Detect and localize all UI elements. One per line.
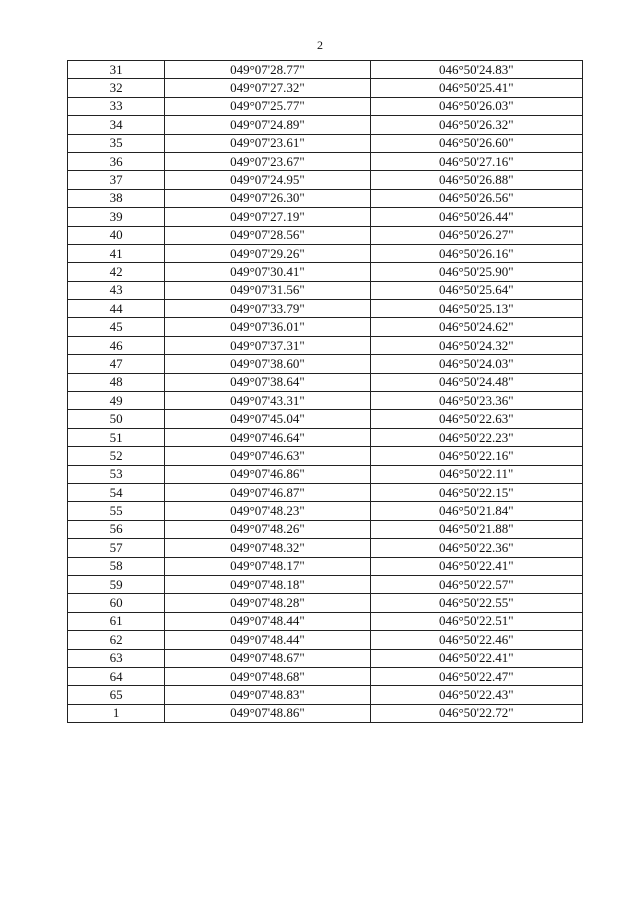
point-number-cell: 50 bbox=[68, 410, 165, 428]
point-number-cell: 59 bbox=[68, 575, 165, 593]
table-row bbox=[68, 667, 583, 685]
table-row bbox=[68, 575, 583, 593]
longitude-cell: 046°50'24.48" bbox=[370, 373, 582, 391]
point-number-cell: 65 bbox=[68, 686, 165, 704]
longitude-cell: 046°50'22.23" bbox=[370, 428, 582, 446]
table-row bbox=[68, 336, 583, 354]
point-number-cell: 56 bbox=[68, 520, 165, 538]
table-row bbox=[68, 465, 583, 483]
longitude-cell: 046°50'22.72" bbox=[370, 704, 582, 722]
point-number-cell: 49 bbox=[68, 392, 165, 410]
latitude-cell: 049°07'48.44" bbox=[165, 631, 370, 649]
table-row bbox=[68, 61, 583, 79]
longitude-cell: 046°50'22.11" bbox=[370, 465, 582, 483]
table-row bbox=[68, 612, 583, 630]
table-row bbox=[68, 557, 583, 575]
longitude-cell: 046°50'24.83" bbox=[370, 61, 582, 79]
latitude-cell: 049°07'38.64" bbox=[165, 373, 370, 391]
point-number-cell: 37 bbox=[68, 171, 165, 189]
point-number-cell: 33 bbox=[68, 97, 165, 115]
table-row bbox=[68, 244, 583, 262]
point-number-cell: 35 bbox=[68, 134, 165, 152]
point-number-cell: 45 bbox=[68, 318, 165, 336]
point-number-cell: 60 bbox=[68, 594, 165, 612]
table-row bbox=[68, 189, 583, 207]
page-number: 2 bbox=[317, 38, 323, 52]
point-number-cell: 51 bbox=[68, 428, 165, 446]
latitude-cell: 049°07'28.56" bbox=[165, 226, 370, 244]
latitude-cell: 049°07'46.63" bbox=[165, 447, 370, 465]
longitude-cell: 046°50'22.47" bbox=[370, 667, 582, 685]
longitude-cell: 046°50'22.55" bbox=[370, 594, 582, 612]
latitude-cell: 049°07'48.17" bbox=[165, 557, 370, 575]
latitude-cell: 049°07'48.23" bbox=[165, 502, 370, 520]
table-row bbox=[68, 97, 583, 115]
latitude-cell: 049°07'46.64" bbox=[165, 428, 370, 446]
longitude-cell: 046°50'26.16" bbox=[370, 244, 582, 262]
longitude-cell: 046°50'22.36" bbox=[370, 539, 582, 557]
longitude-cell: 046°50'22.51" bbox=[370, 612, 582, 630]
table-row bbox=[68, 447, 583, 465]
point-number-cell: 52 bbox=[68, 447, 165, 465]
point-number-cell: 61 bbox=[68, 612, 165, 630]
point-number-cell: 42 bbox=[68, 263, 165, 281]
table-row bbox=[68, 116, 583, 134]
latitude-cell: 049°07'27.32" bbox=[165, 79, 370, 97]
point-number-cell: 32 bbox=[68, 79, 165, 97]
latitude-cell: 049°07'26.30" bbox=[165, 189, 370, 207]
table-row bbox=[68, 373, 583, 391]
point-number-cell: 40 bbox=[68, 226, 165, 244]
point-number-cell: 57 bbox=[68, 539, 165, 557]
longitude-cell: 046°50'26.27" bbox=[370, 226, 582, 244]
point-number-cell: 38 bbox=[68, 189, 165, 207]
table-row bbox=[68, 483, 583, 501]
longitude-cell: 046°50'24.03" bbox=[370, 355, 582, 373]
latitude-cell: 049°07'23.67" bbox=[165, 152, 370, 170]
table-row bbox=[68, 318, 583, 336]
point-number-cell: 41 bbox=[68, 244, 165, 262]
longitude-cell: 046°50'22.63" bbox=[370, 410, 582, 428]
latitude-cell: 049°07'30.41" bbox=[165, 263, 370, 281]
latitude-cell: 049°07'27.19" bbox=[165, 208, 370, 226]
latitude-cell: 049°07'48.28" bbox=[165, 594, 370, 612]
longitude-cell: 046°50'26.44" bbox=[370, 208, 582, 226]
latitude-cell: 049°07'36.01" bbox=[165, 318, 370, 336]
table-row bbox=[68, 539, 583, 557]
point-number-cell: 48 bbox=[68, 373, 165, 391]
table-row bbox=[68, 686, 583, 704]
point-number-cell: 54 bbox=[68, 483, 165, 501]
longitude-cell: 046°50'26.03" bbox=[370, 97, 582, 115]
coordinates-table-body bbox=[68, 61, 583, 723]
point-number-cell: 62 bbox=[68, 631, 165, 649]
point-number-cell: 46 bbox=[68, 336, 165, 354]
table-row bbox=[68, 355, 583, 373]
table-row bbox=[68, 134, 583, 152]
longitude-cell: 046°50'22.43" bbox=[370, 686, 582, 704]
longitude-cell: 046°50'22.16" bbox=[370, 447, 582, 465]
table-row bbox=[68, 631, 583, 649]
table-row bbox=[68, 152, 583, 170]
latitude-cell: 049°07'29.26" bbox=[165, 244, 370, 262]
table-row bbox=[68, 502, 583, 520]
longitude-cell: 046°50'22.57" bbox=[370, 575, 582, 593]
longitude-cell: 046°50'22.41" bbox=[370, 557, 582, 575]
latitude-cell: 049°07'43.31" bbox=[165, 392, 370, 410]
latitude-cell: 049°07'48.83" bbox=[165, 686, 370, 704]
longitude-cell: 046°50'23.36" bbox=[370, 392, 582, 410]
longitude-cell: 046°50'27.16" bbox=[370, 152, 582, 170]
table-row bbox=[68, 226, 583, 244]
latitude-cell: 049°07'48.86" bbox=[165, 704, 370, 722]
point-number-cell: 55 bbox=[68, 502, 165, 520]
latitude-cell: 049°07'23.61" bbox=[165, 134, 370, 152]
latitude-cell: 049°07'38.60" bbox=[165, 355, 370, 373]
point-number-cell: 58 bbox=[68, 557, 165, 575]
table-row bbox=[68, 281, 583, 299]
longitude-cell: 046°50'22.15" bbox=[370, 483, 582, 501]
latitude-cell: 049°07'28.77" bbox=[165, 61, 370, 79]
longitude-cell: 046°50'26.60" bbox=[370, 134, 582, 152]
table-row bbox=[68, 649, 583, 667]
table-row bbox=[68, 392, 583, 410]
point-number-cell: 43 bbox=[68, 281, 165, 299]
table-row bbox=[68, 520, 583, 538]
latitude-cell: 049°07'45.04" bbox=[165, 410, 370, 428]
longitude-cell: 046°50'24.62" bbox=[370, 318, 582, 336]
longitude-cell: 046°50'26.32" bbox=[370, 116, 582, 134]
longitude-cell: 046°50'21.88" bbox=[370, 520, 582, 538]
latitude-cell: 049°07'37.31" bbox=[165, 336, 370, 354]
longitude-cell: 046°50'25.13" bbox=[370, 300, 582, 318]
longitude-cell: 046°50'24.32" bbox=[370, 336, 582, 354]
latitude-cell: 049°07'48.18" bbox=[165, 575, 370, 593]
table-row bbox=[68, 594, 583, 612]
longitude-cell: 046°50'25.41" bbox=[370, 79, 582, 97]
latitude-cell: 049°07'25.77" bbox=[165, 97, 370, 115]
table-row bbox=[68, 428, 583, 446]
point-number-cell: 31 bbox=[68, 61, 165, 79]
point-number-cell: 44 bbox=[68, 300, 165, 318]
longitude-cell: 046°50'25.90" bbox=[370, 263, 582, 281]
latitude-cell: 049°07'46.86" bbox=[165, 465, 370, 483]
table-row bbox=[68, 263, 583, 281]
longitude-cell: 046°50'25.64" bbox=[370, 281, 582, 299]
latitude-cell: 049°07'48.68" bbox=[165, 667, 370, 685]
point-number-cell: 1 bbox=[68, 704, 165, 722]
table-row bbox=[68, 79, 583, 97]
latitude-cell: 049°07'46.87" bbox=[165, 483, 370, 501]
latitude-cell: 049°07'48.67" bbox=[165, 649, 370, 667]
coordinates-table bbox=[67, 60, 583, 723]
longitude-cell: 046°50'26.56" bbox=[370, 189, 582, 207]
table-row bbox=[68, 300, 583, 318]
latitude-cell: 049°07'48.32" bbox=[165, 539, 370, 557]
point-number-cell: 34 bbox=[68, 116, 165, 134]
table-row bbox=[68, 410, 583, 428]
longitude-cell: 046°50'21.84" bbox=[370, 502, 582, 520]
longitude-cell: 046°50'22.46" bbox=[370, 631, 582, 649]
point-number-cell: 64 bbox=[68, 667, 165, 685]
point-number-cell: 63 bbox=[68, 649, 165, 667]
longitude-cell: 046°50'26.88" bbox=[370, 171, 582, 189]
latitude-cell: 049°07'48.44" bbox=[165, 612, 370, 630]
latitude-cell: 049°07'24.89" bbox=[165, 116, 370, 134]
point-number-cell: 53 bbox=[68, 465, 165, 483]
latitude-cell: 049°07'48.26" bbox=[165, 520, 370, 538]
latitude-cell: 049°07'33.79" bbox=[165, 300, 370, 318]
table-row bbox=[68, 171, 583, 189]
latitude-cell: 049°07'31.56" bbox=[165, 281, 370, 299]
longitude-cell: 046°50'22.41" bbox=[370, 649, 582, 667]
point-number-cell: 47 bbox=[68, 355, 165, 373]
table-row bbox=[68, 208, 583, 226]
point-number-cell: 36 bbox=[68, 152, 165, 170]
point-number-cell: 39 bbox=[68, 208, 165, 226]
latitude-cell: 049°07'24.95" bbox=[165, 171, 370, 189]
table-row bbox=[68, 704, 583, 722]
